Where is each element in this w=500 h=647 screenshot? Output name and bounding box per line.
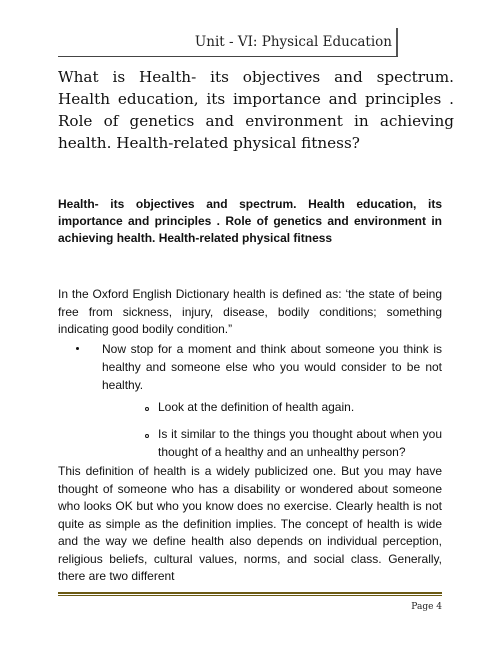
footer-rule <box>58 592 442 594</box>
paragraph-definition: In the Oxford English Dictionary health is defined as: ‘the state of being free from sickness, injury, disease, bodily conditions; something indicating good bodily condition.” <box>58 287 442 336</box>
hollow-circle-icon <box>145 434 149 438</box>
bullet-dot-icon <box>76 347 79 350</box>
page-number: Page 4 <box>411 602 442 612</box>
footer-rule-thin <box>58 595 442 596</box>
header-vertical-rule <box>396 28 398 56</box>
paragraph-body: This definition of health is a widely publicized one. But you may have thought of someone who has a disability or wondered about someone who looks OK but who you know does no exercise. Clearly health is not quite as simple as the definition implies. The concept of health is wide and the way we define health also depends on individual perception, religious beliefs, cultural values, norms, and social class. Generally, there are two different <box>58 464 442 583</box>
hollow-circle-icon <box>145 407 149 411</box>
page-header <box>58 28 398 57</box>
section-heading: Health- its objectives and spectrum. Health education, its importance and principles . Role of genetics and environment in achieving health. Health-related physical fitness <box>58 197 442 245</box>
page-title: What is Health- its objectives and spectrum. Health education, its importance and principles . Role of genetics and environment in achieving health. Health-related physical fitness? <box>58 68 454 152</box>
bullet-text: Now stop for a moment and think about someone you think is healthy and someone else who you would consider to be not healthy. <box>102 342 442 392</box>
header-unit-title: Unit - VI: Physical Education <box>194 34 392 50</box>
sub-bullet-text: Is it similar to the things you thought about when you thought of a healthy and an unhealthy person? <box>158 427 442 459</box>
sub-bullet-text: Look at the definition of health again. <box>158 400 355 414</box>
